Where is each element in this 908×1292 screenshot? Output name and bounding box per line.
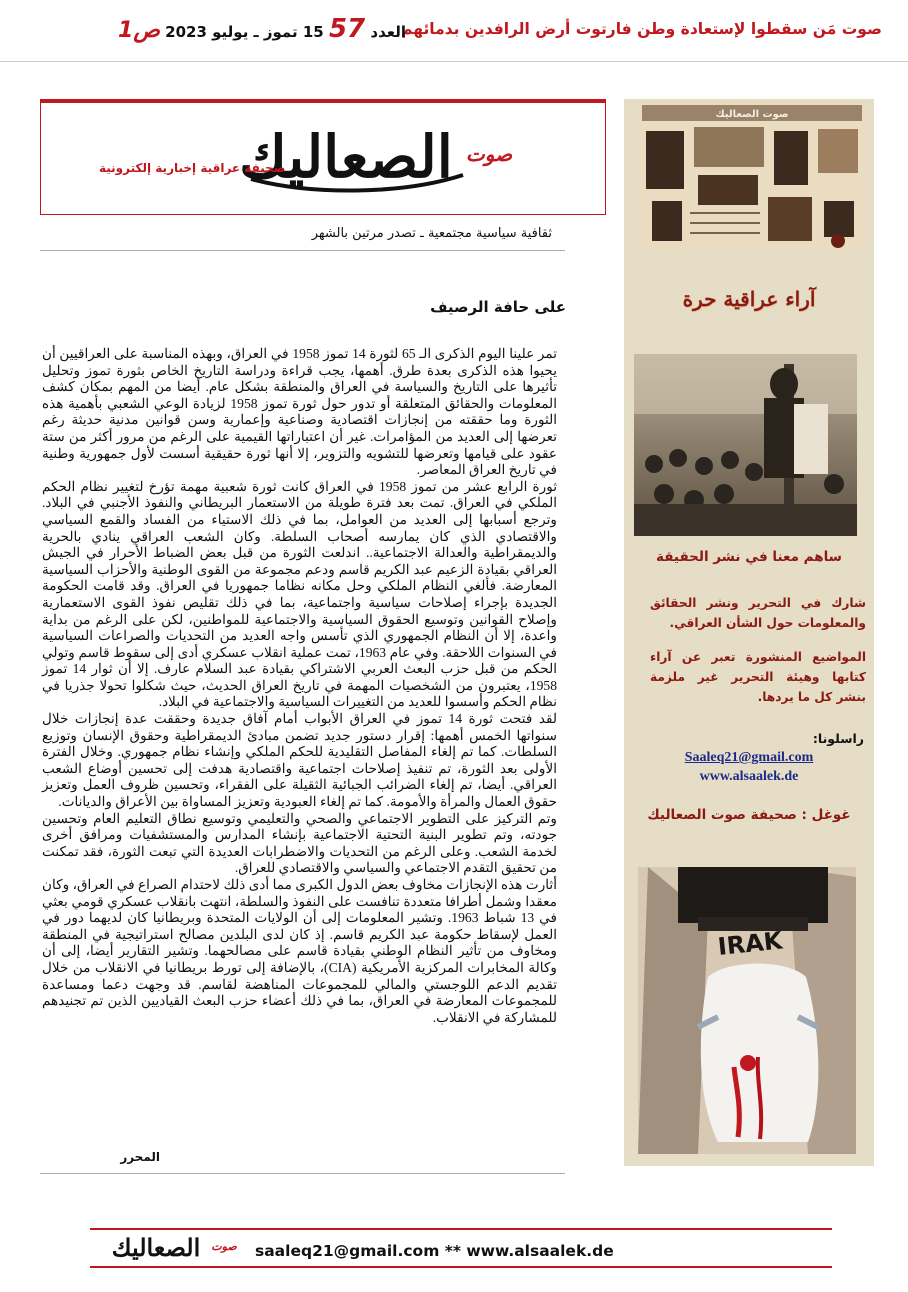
irak-artwork-image bbox=[638, 867, 856, 1154]
article-paragraph: أثارت هذه الإنجازات مخاوف بعض الدول الكبرى مما أدى ذلك لاحتدام الصراع في العراق، وكان معقدا وشمل أطرافا متعددة تنافست على النفوذ والسلطة، انتهت بانقلاب عسكري قومي بعثي في 13 شباط 1963. وتشير المعلومات إلى أن الولايات المتحدة وبريطانيا كان لديهما دور في العمل لإسقاط حكومة عبد الكريم قاسم. إذ كان لدى البلدين مصالح استراتيجية في المنطقة ومخاوف من تأثير النظام الوطني بقيادة قاسم على مصالحهما. وتشير التقارير أيضا، إلى أن وكالة المخابرات المركزية الأمريكية (CIA)، بالإضافة إلى تورط بريطانيا في الانقلاب من خلال تقديم الدعم اللوجستي والمالي للمجموعات المناهضة لقاسم. قد وجهت دعما ومساعدة للمجموعات المعارضة في العراق، بما في ذلك أعضاء حزب البعث القياديين الذين تم تجنيدهم للمشاركة في الانقلاب. bbox=[42, 877, 557, 1025]
artwork-text: IRAK bbox=[716, 926, 784, 962]
historical-photo bbox=[634, 354, 857, 536]
masthead-logo bbox=[231, 109, 521, 209]
article-body bbox=[42, 346, 557, 1026]
newspaper-poster-image bbox=[638, 101, 866, 251]
article-paragraph: وتم التركيز على التطوير الاجتماعي والصحي والتعليمي وتوسيع نطاق التعليم العام وتحسين جودته، وتم تطوير البنية التحتية الاجتماعية بإنشاء المدارس والمستشفيات ومرافق أخرى لخدمة الشعب. وعلى الرغم من التحديات والاضطرابات العديدة التي تبعت الثورة، فقد تمكنت من تحقيق التقدم الاجتماعي والسياسي والاقتصادي للعراق. bbox=[42, 810, 557, 876]
article-author: المحرر bbox=[120, 1150, 160, 1164]
masthead-logo-prefix: صوت bbox=[465, 142, 513, 166]
footer-logo-text: الصعاليك bbox=[111, 1233, 201, 1262]
article-title: على حافة الرصيف bbox=[430, 298, 566, 316]
contact-label: راسلونا: bbox=[812, 731, 864, 746]
footer-rule bbox=[90, 1266, 832, 1268]
page-header bbox=[0, 0, 908, 62]
header-slogan: صوت مَن سقطوا لإستعادة وطن فارتوت أرض الرافدين بدمائهم bbox=[401, 20, 882, 38]
website-link[interactable]: www.alsaalek.de bbox=[699, 769, 799, 784]
sidebar-heading: آراء عراقية حرة bbox=[682, 287, 816, 311]
article-paragraph: تمر علينا اليوم الذكرى الـ 65 لثورة 14 تموز 1958 في العراق، وبهذه المناسبة على العراقيين أن يحيوا هذه الذكرى بعدة طرق. أهمها، يجب قراءة ودراسة التاريخ الخاص بثورة تموز وتحليل تأثيرها على التاريخ والسياسة في العراق والمنطقة بشكل عام. أيضا من المهم بمكان كشف المعلومات والحقائق المتعلقة أو تدور حول ثورة تموز 1958 لزيادة الوعي الشعبي بأهمية هذه الثورة وما حققته من إنجازات اقتصادية وصناعية وإعمارية وسن قوانين مدنية حديثة رغم تعرضها إلى العديد من المؤامرات. غير أن اعتباراتها القيمية على الرغم من مرور أكثر من ستة عقود على قيامها وتعرضها للتشويه والتزوير، إلا أنها ثورة حقيقية أسست لأول جمهورية وطنية في تاريخ العراق المعاصر. bbox=[42, 346, 558, 478]
sidebar bbox=[624, 99, 874, 1166]
masthead-tagline: ثقافية سياسية مجتمعية ـ تصدر مرتين بالشهر bbox=[311, 226, 552, 241]
article-paragraph: لقد فتحت ثورة 14 تموز في العراق الأبواب أمام آفاق جديدة وحققت عدة إنجازات خلال سنواتها الخمس أهمها: إقرار دستور جديد تضمن مبادئ الديمقراطية وحقوق الإنسان وتوزيع السلطات. كما تم إلغاء المفاصل التقليدية للحكم الملكي وإنشاء نظام جمهوري. وخلال الفترة الأولى بعد الثورة، تم تنفيذ إصلاحات اجتماعية واقتصادية هدفت إلى تحسين أوضاع الشعب العراقي. أيضا، تم إلغاء الضرائب الجبائية الثقيلة على الفقراء، وتحسين ظروف العمل وتعزيز حقوق العمال والمرأة والأمومة. كما تم إلغاء العبودية وتعزيز المساواة بين الأعراق والديانات. bbox=[42, 711, 557, 810]
article-paragraph: ثورة الرابع عشر من تموز 1958 في العراق كانت ثورة شعبية مهمة تؤرخ لتغيير نظام الحكم الملكي في العراق. تمت بعد فترة طويلة من الاستعمار البريطاني والنفوذ الأجنبي في البلاد. وترجع أسبابها إلى العديد من العوامل، بما في ذلك الاستياء من الفساد والقمع السياسي والاقتصادي الذي كان يمارسه أصحاب السلطة. وكان الشعب العراقي ينادي بالحرية والديمقراطية والعدالة الاجتماعية.. اندلعت الثورة من قبل بعض الضباط الأحرار في الجيش العراقي بقيادة الزعيم عبد الكريم قاسم ودعم مجموعة من القوى الوطنية والأحزاب السياسية المعارضة. فألغي النظام الملكي وحل مكانه نظاما جمهوريا في العراق. وقد قامت الحكومة الجديدة بإجراء إصلاحات سياسية واجتماعية، بما في ذلك تقليص نفوذ القوى الاستعمارية وإصلاح القوانين وتوسيع الحقوق السياسية والاجتماعية للمواطنين، لكن على الرغم من بداية واعدة، إلا أن النظام الجمهوري الذي تأسس واجه العديد من التحديات والصراعات السياسية في السنوات اللاحقة. وفي عام 1963، تمت عملية انقلاب عسكري أدى إلى سقوط قاسم وتولي الحكم من قبل حزب البعث العربي الاشتراكي بقيادة عبد السلام عارف. إلا أن ثوار 14 تموز 1958، يعتبرون من الشخصيات المهمة في تاريخ العراق الحديث، حيث شكلوا تحولا جذريا في نظام الحكم وأسسوا للعديد من التغييرات السياسية والاجتماعية في البلاد. bbox=[42, 478, 557, 710]
sidebar-disclaimer: المواضيع المنشورة تعبر عن آراء كتابها وهيئة التحرير غير ملزمة بنشر كل ما يردها. bbox=[650, 650, 866, 704]
divider bbox=[40, 1173, 565, 1174]
issue-info bbox=[118, 14, 406, 44]
page-number: ص1 bbox=[118, 18, 160, 43]
sidebar-invite-text: شارك في التحرير ونشر الحقائق والمعلومات حول الشأن العراقي. bbox=[650, 596, 866, 630]
issue-date: 15 تموز ـ يوليو 2023 bbox=[165, 23, 324, 41]
masthead-subtitle: صحيفة عراقية إخبارية إلكترونية bbox=[99, 161, 286, 175]
issue-number: 57 bbox=[328, 14, 366, 44]
footer-logo-prefix: صوت bbox=[211, 1240, 237, 1253]
google-search-hint: غوغل : صحيفة صوت الصعاليك bbox=[647, 807, 851, 823]
issue-label: العدد bbox=[370, 23, 406, 41]
footer-contact: saaleq21@gmail.com ** www.alsaalek.de bbox=[255, 1242, 614, 1260]
masthead bbox=[40, 99, 606, 215]
sidebar-subheading: ساهم معنا في نشر الحقيقة bbox=[656, 549, 842, 565]
divider bbox=[40, 250, 565, 251]
email-link[interactable]: Saaleq21@gmail.com bbox=[684, 750, 814, 765]
poster-heading: صوت الصعاليك bbox=[715, 109, 789, 120]
masthead-logo-text: الصعاليك bbox=[239, 123, 453, 191]
footer-logo bbox=[96, 1228, 246, 1268]
